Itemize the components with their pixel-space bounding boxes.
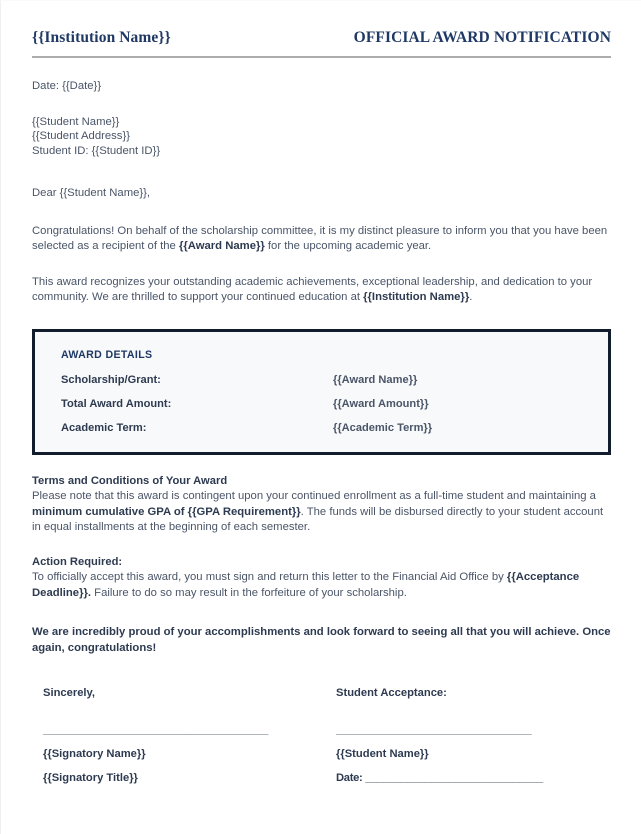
- intro-paragraph-text-b: for the upcoming academic year.: [264, 240, 432, 253]
- signatory-column: [32, 687, 322, 784]
- intro-paragraph-text-a: Congratulations! On behalf of the scholarship committee, it is my distinct pleasure to inform you that you have been selected as a recipient of the: [32, 224, 608, 253]
- terms-heading: Terms and Conditions of Your Award: [32, 474, 228, 487]
- signatory-signature-line[interactable]: ______________________________________: [43, 724, 269, 737]
- date-line: Date: {{Date}}: [32, 80, 102, 92]
- recognition-paragraph-text-b: .: [469, 291, 473, 304]
- action-acceptance-deadline: {{Acceptance Deadline}}.: [32, 571, 580, 599]
- terms-gpa-requirement: minimum cumulative GPA of {{GPA Requirement}}: [32, 505, 301, 518]
- signatory-name: {{Signatory Name}}: [43, 748, 146, 761]
- intro-paragraph: [32, 224, 611, 255]
- signature-area: [32, 687, 611, 784]
- action-body-text-b: Failure to do so may result in the forfeiture of your scholarship.: [91, 586, 407, 599]
- terms-body-text-a: Please note that this award is contingent upon your continued enrollment as a full-time student and maintaining a: [32, 490, 596, 503]
- award-detail-label: Scholarship/Grant:: [61, 373, 161, 386]
- sincerely-label: Sincerely,: [43, 687, 96, 700]
- award-details-rows: [35, 374, 608, 434]
- award-details-title: AWARD DETAILS: [61, 348, 153, 361]
- salutation: Dear {{Student Name}},: [32, 187, 151, 200]
- award-detail-label: Academic Term:: [61, 421, 147, 434]
- intro-paragraph-award-name: {{Award Name}}: [178, 240, 265, 253]
- award-detail-row: [35, 422, 608, 434]
- recognition-paragraph: [32, 275, 611, 306]
- recipient-block: [32, 115, 611, 159]
- action-required-section: [32, 555, 611, 602]
- award-details-box: [32, 329, 611, 455]
- student-name: {{Student Name}}: [336, 748, 429, 761]
- student-signature-line[interactable]: _________________________________: [336, 724, 532, 737]
- terms-section: [32, 474, 611, 536]
- student-acceptance-column: [336, 687, 626, 784]
- award-detail-row: [35, 374, 608, 386]
- recipient-address: {{Student Address}}: [32, 130, 130, 143]
- terms-body-text-b: . The funds will be disbursed directly to your student account in equal installments at the beginning of each semester.: [32, 505, 604, 534]
- institution-name: {{Institution Name}}: [32, 29, 171, 46]
- terms-body: [32, 489, 611, 536]
- recognition-paragraph-text-a: This award recognizes your outstanding academic achievements, exceptional leadership, and dedication to your community. We are thrilled to support your continued education at: [32, 275, 593, 304]
- signatory-title: {{Signatory Title}}: [43, 772, 138, 785]
- letterhead: [32, 29, 611, 58]
- student-date-line[interactable]: Date: ______________________________: [336, 772, 543, 785]
- action-required-body: [32, 570, 611, 601]
- award-detail-value: {{Award Amount}}: [333, 397, 429, 410]
- award-detail-row: [35, 398, 608, 410]
- action-required-heading: Action Required:: [32, 555, 123, 568]
- award-detail-value: {{Award Name}}: [333, 373, 418, 386]
- recipient-student-id: Student ID: {{Student ID}}: [32, 144, 161, 157]
- document-type-title: OFFICIAL AWARD NOTIFICATION: [353, 29, 611, 46]
- student-acceptance-label: Student Acceptance:: [336, 687, 447, 700]
- award-detail-value: {{Academic Term}}: [333, 421, 433, 434]
- recognition-paragraph-institution: {{Institution Name}}: [363, 291, 470, 304]
- award-detail-label: Total Award Amount:: [61, 397, 172, 410]
- action-body-text-a: To officially accept this award, you must sign and return this letter to the Financial Aid Office by: [32, 571, 507, 584]
- closing-statement: We are incredibly proud of your accomplishments and look forward to seeing all that you will achieve. Once again, congratulations!: [32, 626, 611, 654]
- recipient-name: {{Student Name}}: [32, 115, 120, 128]
